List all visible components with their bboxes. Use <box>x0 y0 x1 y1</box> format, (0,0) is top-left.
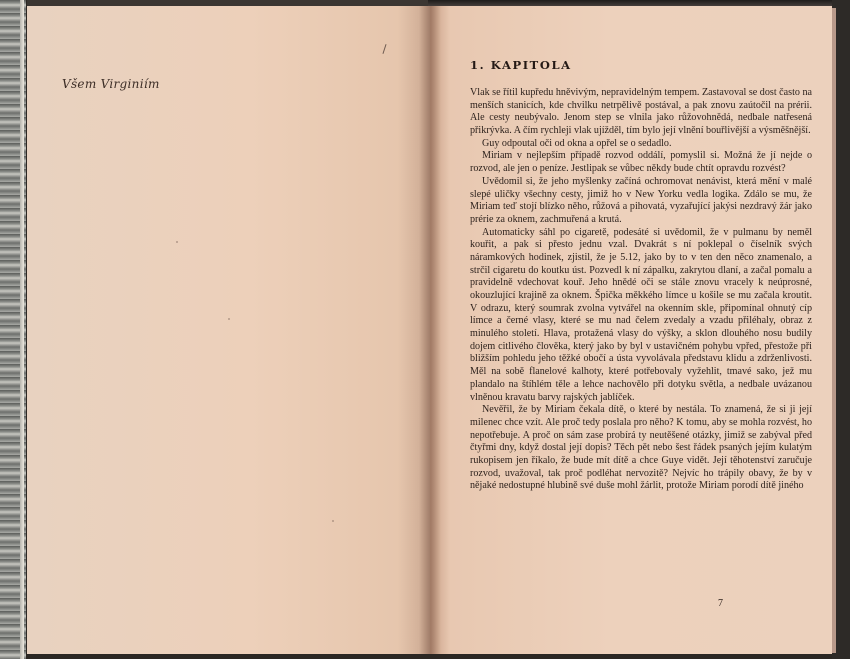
paper-speck <box>332 520 334 522</box>
chapter-body <box>470 87 812 493</box>
paper-speck <box>228 318 230 320</box>
page-number: 7 <box>718 598 723 609</box>
left-page <box>27 6 430 654</box>
gutter-shadow <box>419 6 441 654</box>
chapter-title: 1. KAPITOLA <box>470 58 572 72</box>
paragraph: Guy odpoutal oči od okna a opřel se o sedadlo. <box>482 137 672 149</box>
paragraph: Automaticky sáhl po cigaretě, podesáté si uvědomil, že v pulmanu by neměl kouřit, a pak si přesto jednu vzal. Dvakrát s ní poklepal o číselník svých náramkových hodinek, zjistil, že je 5.12, jako by to v ten den něco znamenalo, a strčil cigaretu do koutku úst. Pozvedl k ní zápalku, zakrytou dlaní, a začal pomalu a pravidelně vdechovat kouř. Jeho hnědé oči se stále znovu vracely k neúprosné, okouzlující krajině za oknem. Špička měkkého límce u košile se mu začala kroutit. V odrazu, který soumrak zvolna vytvářel na okenním skle, připomínal ohnutý cíp límce a černé vlasy, které se mu nad čelem zvedaly a vzadu přiléhaly, obraz z minulého století. Hlava, protažená vlasy do výšky, a sklon dlouhého nosu budily dojem citlivého člověka, který jako by byl v ustavičném pohybu vpřed, přestože při bližším pohledu jeho těžké obočí a ústa vyvolávala představu klidu a zdrženlivosti. Měl na sobě flanelové kalhoty, které potřebovaly vyžehlit, tmavé sako, jež mu plandalo na štíhlém těle a lehce nachovělo při dotyku světla, a nedbale uvázanou vlněnou kravatu barvy rajských jablíček. <box>470 226 812 403</box>
paragraph: Nevěřil, že by Miriam čekala dítě, o které by nestála. To znamená, že si ji její milenec chce vzít. Ale proč tedy poslala pro něho? K tomu, aby se mohla rozvést, ho nepotřebuje. A proč on sám zase probírá ty neutěšené otázky, jimiž se zabýval před čtyřmi dny, když dostal její dopis? Těch pět nebo šest řádek psaných jejím kulatým rukopisem jen říkalo, že bude mít dítě a chce Guye vidět. Její těhotenství zaručuje rozvod, uvažoval, tak proč podléhat nervozitě? Nejvíc ho trápily obavy, že by v nějaké nedostupné hlubině své duše mohl žárlit, protože Miriam porodí dítě jiného <box>470 404 812 492</box>
paragraph: Miriam v nejlepším případě rozvod oddálí, pomyslil si. Možná že jí nejde o rozvod, ale jen o peníze. Jestlipak se vůbec někdy bude chtít opravdu rozvést? <box>470 150 812 175</box>
right-page <box>430 6 832 654</box>
paper-speck <box>176 241 178 243</box>
dedication-text: Všem Virginiím <box>62 77 160 91</box>
binding-strip <box>0 0 26 659</box>
paragraph: Uvědomil si, že jeho myšlenky začíná ochromovat nenávist, která mění v malé slepé uličky všechny cesty, jimiž ho v New Yorku vedla logika. Zdálo se mu, že Miriam teď stojí blízko něho, růžová a pihovatá, vyzařující jakýsi nezdravý žár jako prérie za oknem, zachmuřená a krutá. <box>470 175 812 225</box>
page-edge <box>832 8 836 653</box>
paragraph: Vlak se řítil kupředu hněvivým, nepravidelným tempem. Zastavoval se dost často na menších stanicích, kde chvilku netrpělivě postával, a pak znovu zaútočil na prérii. Ale cesty neubývalo. Jenom step se vlnila jako růžovohnědá, nedbale natřesená přikrývka. A čím rychleji vlak ujížděl, tím bylo její vlnění bouřlivější a výsměšnější. <box>470 87 812 137</box>
